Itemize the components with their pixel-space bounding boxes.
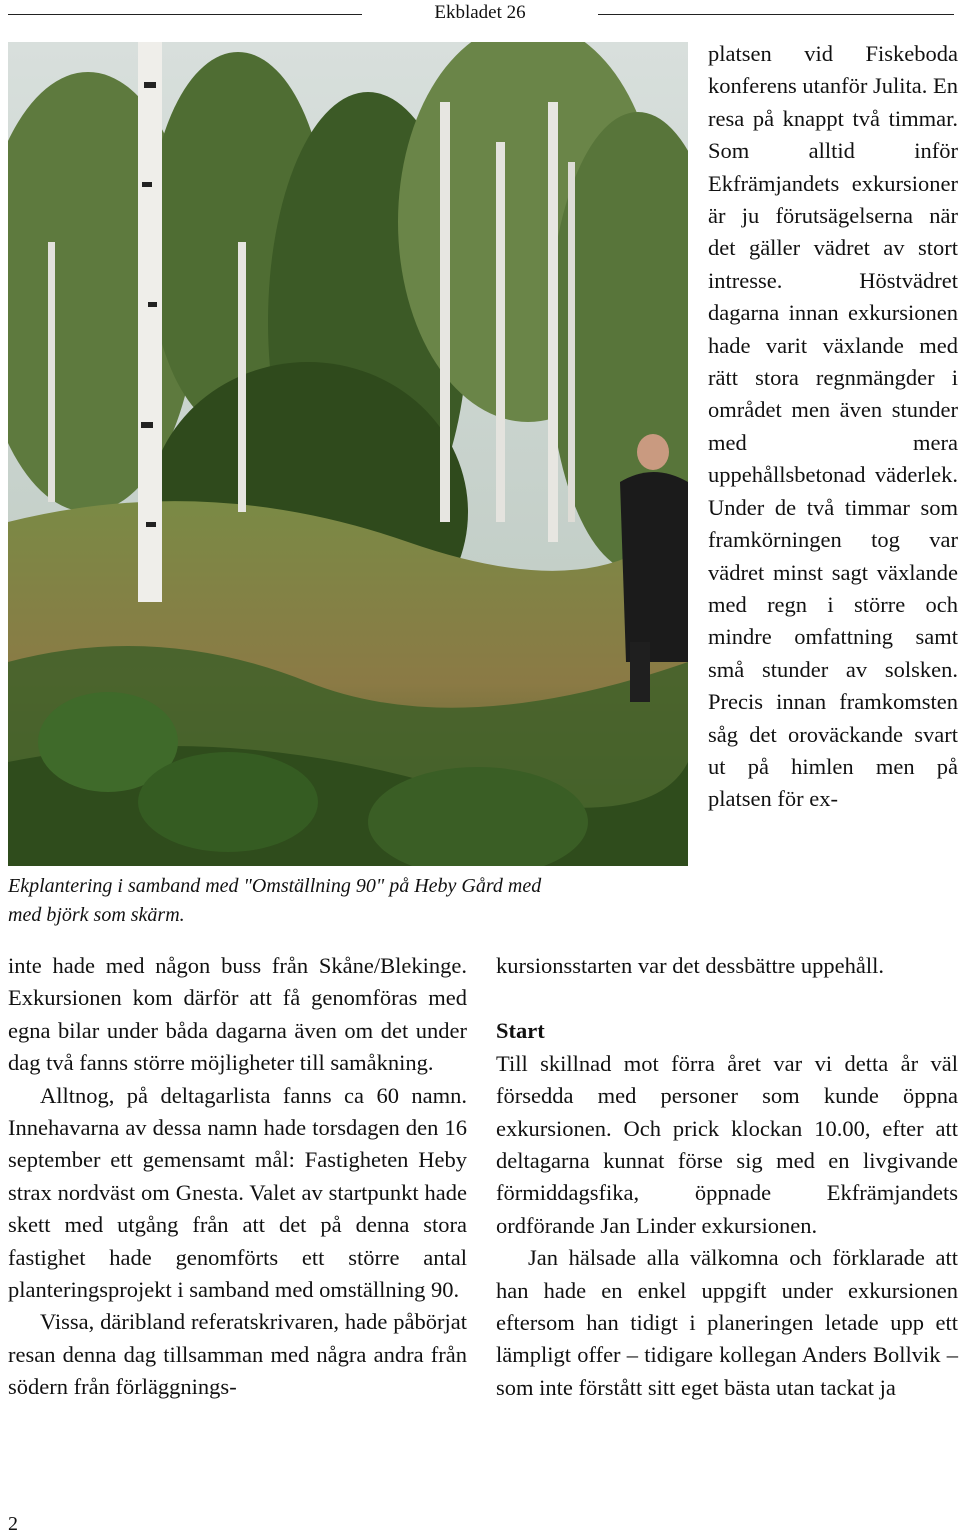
- left-paragraph-2: Alltnog, på deltagarlista fanns ca 60 namn. Innehavarna av dessa namn hade torsdagen den 16 september ett gemensamt mål: Fastigheten Heby strax nordväst om Gnesta. Valet av startpunkt hade skett med utgång från att det på denna stora fastighet hade genomförts ett större antal planteringsprojekt i samband med omställning 90.: [8, 1082, 467, 1303]
- subheading-start: Start: [496, 1018, 545, 1044]
- left-paragraph-1: inte hade med någon buss från Skåne/Blekinge. Exkursionen kom därför att få genomföras med egna bilar under båda dagarna även om det under dag två fanns större möjligheter till samåkning.: [8, 953, 467, 1076]
- photo-caption: [8, 872, 698, 930]
- caption-line-2: med björk som skärm.: [8, 904, 185, 926]
- left-column: [8, 950, 467, 1404]
- right-top-column: [708, 38, 958, 816]
- header-rule-left: [8, 14, 362, 15]
- right-paragraph-1: Till skillnad mot förra året var vi detta år väl försedda med personer som kunde öppna exkursionen. Och prick klockan 10.00, efter att deltagarna kunnat förse sig med en livgivande förmiddagsfika, öppnade Ekfrämjandets ordförande Jan Linder exkursionen.: [496, 1050, 958, 1238]
- forest-photo: [8, 42, 688, 866]
- header-rule-right: [598, 14, 954, 15]
- page-number: 2: [8, 1513, 18, 1535]
- right-paragraph-2: Jan hälsade alla välkomna och förklarade att han hade en enkel uppgift under exkursionen eftersom han tidigt i planeringen letade upp ett lämpligt offer – tidigare kollegan Anders Bollvik – som inte förstått sitt eget bästa utan tackat ja: [496, 1245, 958, 1400]
- right-continuation: kursionsstarten var det dessbättre uppehåll.: [496, 953, 885, 978]
- caption-line-1: Ekplantering i samband med "Omställning 90" på Heby Gård med: [8, 875, 542, 897]
- right-column: [496, 950, 958, 1404]
- page-header-title: Ekbladet 26: [434, 2, 526, 23]
- right-top-paragraph: platsen vid Fiskeboda konferens utanför Julita. En resa på knappt två timmar. Som alltid inför Ekfrämjandets exkursioner är ju förutsägelserna när det gäller vädret av stort intresse. Höstvädret dagarna innan exkursionen hade varit växlande med rätt stora regnmängder i området men även stunder med mera uppehållsbetonad väderlek. Under de två timmar som framkörningen tog var vädret minst sagt växlande med regn i större och mindre omfattning samt små stunder av solsken. Precis innan framkomsten såg det oroväckande svart ut på himlen men på platsen för ex-: [708, 41, 958, 812]
- left-paragraph-3: Vissa, däribland referatskrivaren, hade påbörjat resan denna dag tillsamman med några andra från södern från förläggnings-: [8, 1309, 467, 1400]
- forest-photo-illustration: [8, 42, 688, 866]
